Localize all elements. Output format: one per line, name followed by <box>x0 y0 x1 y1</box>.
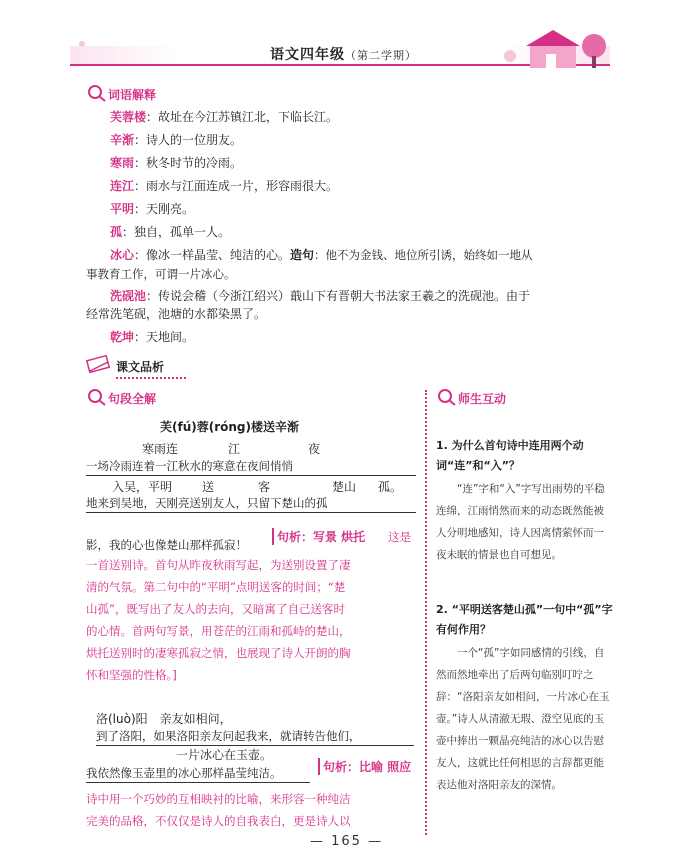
note-text: 一首送别诗。首句从昨夜秋雨写起，为送别设置了凄 <box>86 558 351 572</box>
glossary-xiyanchi-cont: 经常洗笔砚，池塘的水都染黑了。 <box>86 307 267 321</box>
verse-line: 送 <box>202 480 215 494</box>
glossary-item: 孤：独自，孤单一人。 <box>110 225 231 239</box>
pencil-icon <box>86 354 112 374</box>
verse-translation: 我依然像玉壶里的冰心那样晶莹纯洁。 <box>86 764 310 783</box>
question-1: 1. 为什么首句诗中连用两个动词“连”和“入”？ <box>436 439 584 472</box>
glossary-heading: 词语解释 <box>108 88 157 102</box>
book-title: 语文四年级 <box>270 47 345 63</box>
verse-line: 洛(luò)阳 亲友如相问， <box>96 712 232 726</box>
verse-line: 入吴，平明 <box>112 480 173 494</box>
answer-2: 一个“孤”字如同感情的引线，自然而然地牵出了后两句临别叮咛之辞：“洛阳亲友如相问，一片冰心在玉壶。”诗人从清澈无瑕、澄空见底的玉壶中捧出一颗晶亮纯洁的冰心以告慰友人，这就比任何相思的言辞都更能表达他对洛阳亲友的深情。 <box>436 647 610 791</box>
note-text: 山孤”，既写出了友人的去向，又暗寓了自己送客时 <box>86 602 345 616</box>
page-header <box>70 30 610 70</box>
answer-1: “连”字和“入”字写出雨势的平稳连绵，江雨悄然而来的动态既然能被人分明地感知，诗人因离情萦怀而一夜未眠的情景也自可想见。 <box>436 483 605 561</box>
glossary-item-xiyanchi: 洗砚池：传说会稽（今浙江绍兴）蕺山下有晋朝大书法家王羲之的洗砚池。由于 <box>110 289 531 303</box>
note-text: 完美的品格，不仅仅是诗人的自我表白，更是诗人以 <box>86 814 351 828</box>
glossary-item: 寒雨：秋冬时节的冷雨。 <box>110 156 243 170</box>
analysis-tag: 句析：写景 烘托 <box>272 528 365 545</box>
note-text: 这是 <box>388 530 411 544</box>
magnifier-icon <box>86 84 108 102</box>
note-text: 的心情。首两句写景，用苍茫的江雨和孤峙的楚山， <box>86 624 351 638</box>
verse-translation: 影，我的心也像楚山那样孤寂！ <box>86 538 247 552</box>
verse-translation: 地来到吴地，天刚亮送别友人，只留下楚山的孤 <box>86 494 416 513</box>
magnifier-icon <box>86 388 108 406</box>
question-2: 2. “平明送客楚山孤”一句中“孤”字有何作用？ <box>436 603 613 636</box>
poem-title: 芙(fú)蓉(róng)楼送辛渐 <box>160 420 299 434</box>
page-title <box>270 44 417 64</box>
note-text: 怀和坚强的性格。] <box>86 668 177 682</box>
verse-line: 楚山 <box>332 480 357 494</box>
verse-line: 江 <box>228 442 241 456</box>
note-text: 清的气氛。第二句中的“平明”点明送客的时间；“楚 <box>86 580 346 594</box>
analysis-heading: 课文品析 <box>116 358 186 379</box>
magnifier-icon <box>436 388 458 406</box>
verse-translation: 到了洛阳，如果洛阳亲友问起我来，就请转告他们， <box>96 727 414 746</box>
verse-line: 一片冰心在玉壶。 <box>176 748 273 762</box>
verse-translation: 一场冷雨连着一江秋水的寒意在夜间悄悄 <box>86 457 416 476</box>
glossary-item-bingxin: 冰心：像冰一样晶莹、纯洁的心。造句：他不为金钱、地位所引诱，始终如一地从 <box>110 248 533 262</box>
house-decoration-icon <box>490 26 620 72</box>
glossary-item: 平明：天刚亮。 <box>110 202 195 216</box>
note-text: 诗中用一个巧妙的互相映衬的比喻，来形容一种纯洁 <box>86 792 351 806</box>
verse-line: 寒雨连 <box>142 442 179 456</box>
glossary-bingxin-cont: 事教育工作，可谓一片冰心。 <box>86 267 236 281</box>
analysis-tag: 句析：比喻 照应 <box>318 758 411 775</box>
page-number: — 165 — <box>310 834 384 849</box>
book-subtitle: （第二学期） <box>345 49 417 62</box>
glossary-item: 辛渐：诗人的一位朋友。 <box>110 133 243 147</box>
glossary-item: 乾坤：天地间。 <box>110 330 195 344</box>
glossary-item: 连江：雨水与江面连成一片，形容雨很大。 <box>110 179 339 193</box>
right-heading: 师生互动 <box>458 392 507 406</box>
verse-line: 夜 <box>308 442 321 456</box>
glossary-item: 芙蓉楼：故址在今江苏镇江北，下临长江。 <box>110 110 339 124</box>
note-text: 烘托送别时的凄寒孤寂之情，也展现了诗人开朗的胸 <box>86 646 351 660</box>
verse-line: 客 <box>258 480 271 494</box>
verse-line: 孤。 <box>378 480 403 494</box>
left-heading: 句段全解 <box>108 392 157 406</box>
column-divider <box>425 390 429 835</box>
